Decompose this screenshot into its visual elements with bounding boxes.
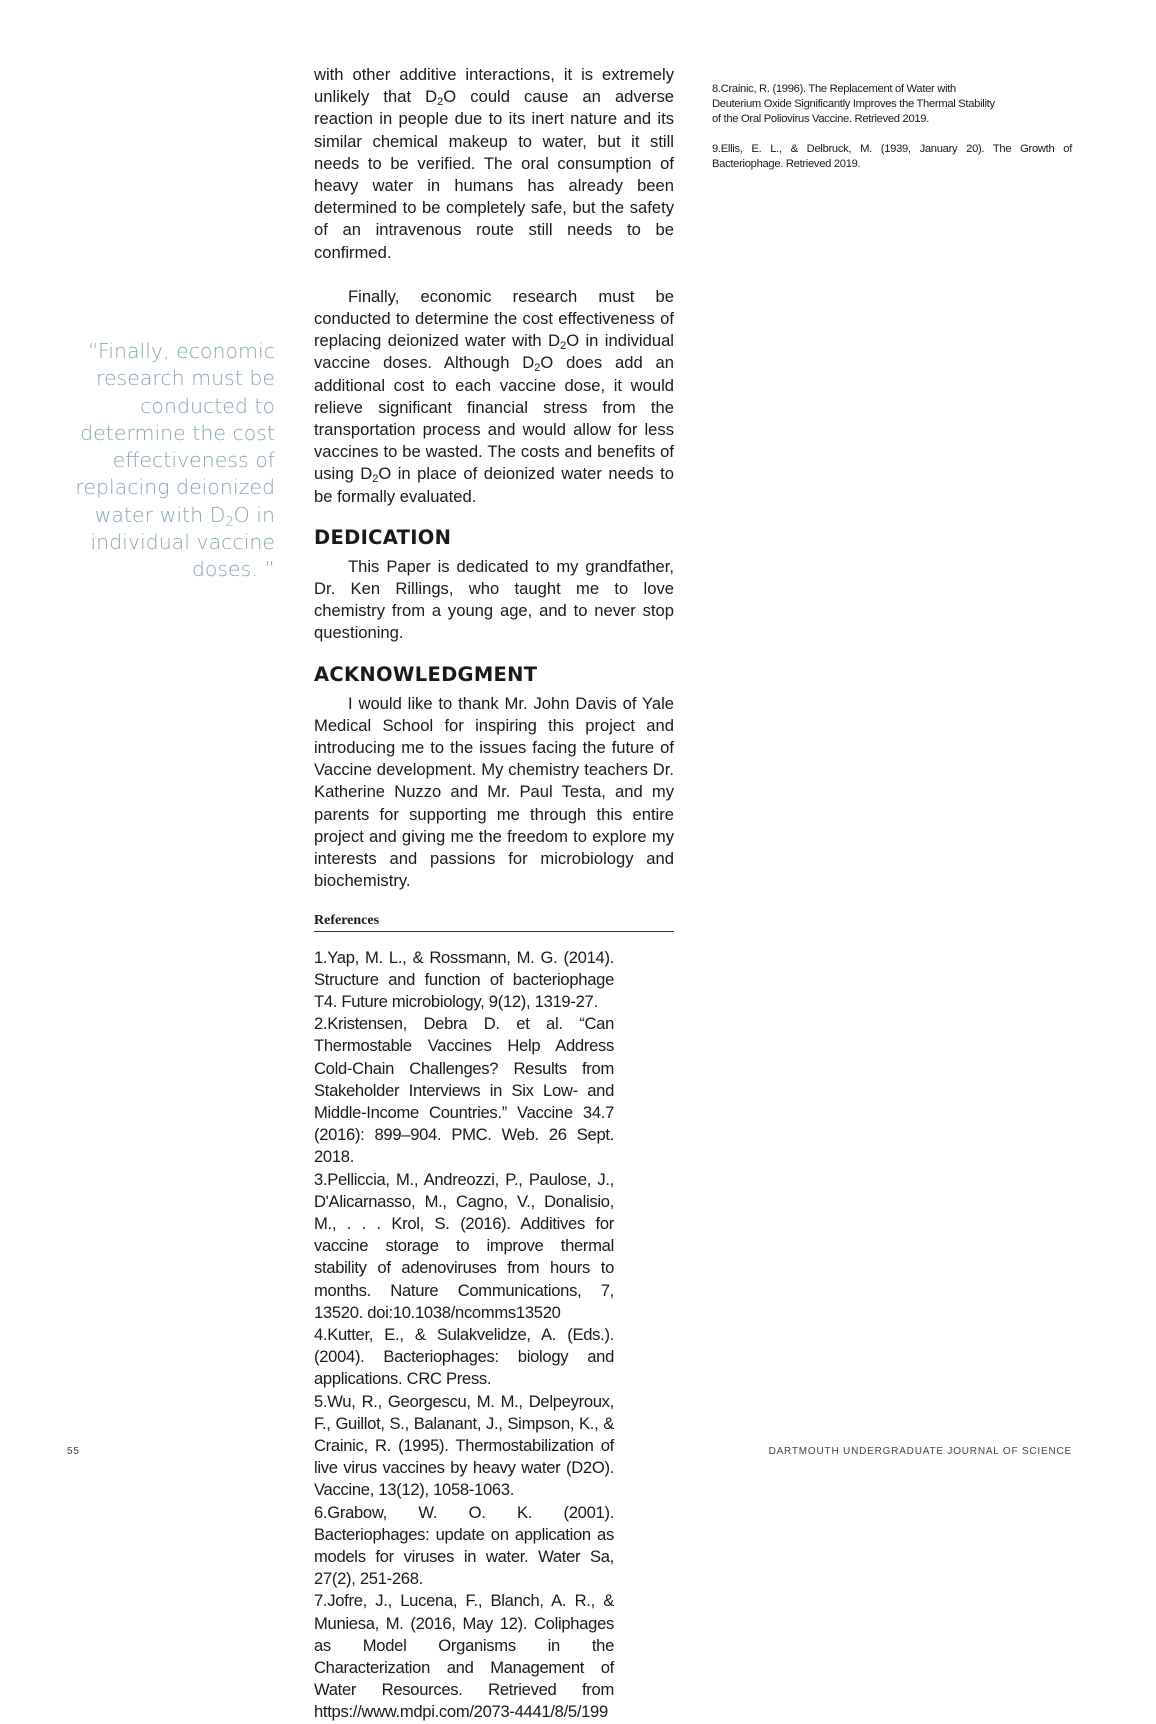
references-heading: References xyxy=(314,913,674,932)
subscript: 2 xyxy=(560,340,567,353)
reference-item: 3.Pelliccia, M., Andreozzi, P., Paulose, J., D'Alicarnasso, M., Cagno, V., Donalisio, M., . . . Krol, S. (2016). Additives for vaccine storage to improve thermal stability of adenoviruses from hours to months. Nature Communications, 7, 13520. doi:10.1038/ncomms13520 xyxy=(314,1169,614,1322)
body-paragraph xyxy=(314,64,674,264)
text: O could cause an adverse reaction in people due to its inert nature and its similar chemical makeup to water, but it still needs to be verified. The oral consumption of heavy water in humans has already been determined to be completely safe, but the safety of an intravenous route still needs to be confirmed. xyxy=(314,87,674,262)
reference-item: 4.Kutter, E., & Sulakvelidze, A. (Eds.). (2004). Bacteriophages: biology and applications. CRC Press. xyxy=(314,1324,614,1389)
right-column-references xyxy=(712,82,1072,187)
reference-item: 9.Ellis, E. L., & Delbruck, M. (1939, January 20). The Growth of Bacteriophage. Retrieved 2019. xyxy=(712,143,1072,170)
reference-item: 5.Wu, R., Georgescu, M. M., Delpeyroux, F., Guillot, S., Balanant, J., Simpson, K., & Crainic, R. (1995). Thermostabilization of live virus vaccines by heavy water (D2O). Vaccine, 13(12), 1058-1063. xyxy=(314,1391,614,1500)
pull-quote-text: “Finally, economic research must be conducted to determine the cost effectiveness of replacing deionized water with D xyxy=(75,339,275,527)
reference-item: 6.Grabow, W. O. K. (2001). Bacteriophages: update on application as models for viruses in water. Water Sa, 27(2), 251-268. xyxy=(314,1502,614,1589)
subscript: 2 xyxy=(534,362,541,375)
references-list xyxy=(314,947,674,1724)
subscript: 2 xyxy=(225,514,234,530)
text: O does add an additional cost to each vaccine dose, it would relieve significant financial stress from the transportation process and would allow for less vaccines to be wasted. The costs and benefits of using D xyxy=(314,353,674,484)
acknowledgment-paragraph: I would like to thank Mr. John Davis of Yale Medical School for inspiring this project and introducing me to the issues facing the future of Vaccine development. My chemistry teachers Dr. Katherine Nuzzo and Mr. Paul Testa, and my parents for supporting me through this entire project and giving me the freedom to explore my interests and passions for microbiology and biochemistry. xyxy=(314,693,674,891)
body-paragraph xyxy=(314,286,674,508)
reference-item: 1.Yap, M. L., & Rossmann, M. G. (2014). Structure and function of bacteriophage T4. Future microbiology, 9(12), 1319-27. xyxy=(314,947,614,1011)
pull-quote xyxy=(55,338,275,584)
text: Finally, economic research must be conducted to determine the cost effectiveness of replacing deionized water with D xyxy=(314,286,674,351)
dedication-heading: DEDICATION xyxy=(314,525,452,549)
reference-item: 8.Crainic, R. (1996). The Replacement of Water with Deuterium Oxide Significantly Improves the Thermal Stability of the Oral Poliovirus Vaccine. Retrieved 2019. xyxy=(712,83,995,125)
text: O in individual vaccine doses. Although D xyxy=(314,331,674,373)
page-number: 55 xyxy=(67,1446,80,1457)
reference-item: 2.Kristensen, Debra D. et al. “Can Thermostable Vaccines Help Address Cold-Chain Challenges? Results from Stakeholder Interviews in Six Low- and Middle-Income Countries.” Vaccine 34.7 (2016): 899–904. PMC. Web. 26 Sept. 2018. xyxy=(314,1014,614,1167)
dedication-paragraph: This Paper is dedicated to my grandfather, Dr. Ken Rillings, who taught me to love chemistry from a young age, and to never stop questioning. xyxy=(314,556,674,643)
subscript: 2 xyxy=(372,473,379,486)
acknowledgment-heading: ACKNOWLEDGMENT xyxy=(314,662,538,686)
main-column xyxy=(314,64,674,1724)
pull-quote-text: O in individual vaccine doses. ” xyxy=(90,502,275,582)
subscript: 2 xyxy=(437,96,444,109)
reference-item: 7.Jofre, J., Lucena, F., Blanch, A. R., & Muniesa, M. (2016, May 12). Coliphages as Model Organisms in the Characterization and Management of Water Resources. Retrieved from https://www.mdpi.com/2073-4441/8/5/199 xyxy=(314,1591,614,1722)
journal-name: DARTMOUTH UNDERGRADUATE JOURNAL OF SCIENCE xyxy=(768,1446,1072,1457)
text: with other additive interactions, it is extremely unlikely that D xyxy=(314,65,674,107)
text: O in place of deionized water needs to be formally evaluated. xyxy=(314,464,674,506)
